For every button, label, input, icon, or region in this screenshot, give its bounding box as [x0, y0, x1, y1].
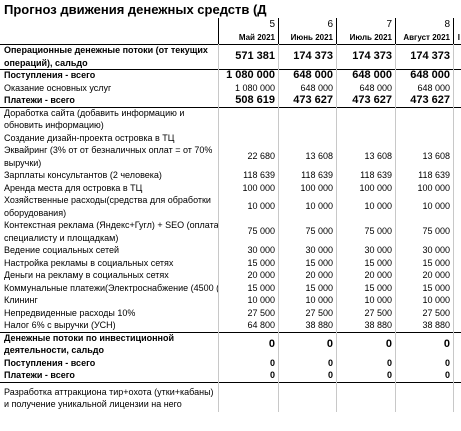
row-label-line: Контекстная реклама (Яндекс+Гугл) + SEO (оплата	[4, 220, 219, 230]
row-value: 20 000	[247, 270, 275, 280]
table-row	[0, 94, 461, 107]
row-label-line: Настройка рекламы в социальных сетях	[4, 257, 174, 268]
row-value: 75 000	[422, 226, 450, 237]
row-label	[4, 294, 38, 307]
row-value: 15 000	[422, 257, 450, 268]
row-value: 30 000	[364, 245, 392, 255]
row-label	[4, 169, 162, 182]
row-label-line: Клининг	[4, 295, 38, 305]
table-row	[0, 382, 461, 412]
table-row	[0, 332, 461, 357]
period-month: Август 2021	[403, 33, 450, 42]
header-column-divider	[218, 18, 219, 44]
row-value: 174 373	[352, 50, 392, 63]
row-value: 10 000	[422, 201, 450, 212]
table-row	[0, 257, 461, 270]
column-gridline	[278, 44, 279, 412]
period-header	[0, 18, 461, 44]
report-title: Прогноз движения денежных средств (Д	[4, 2, 267, 17]
column-gridline	[218, 44, 219, 412]
table-row	[0, 182, 461, 195]
row-value: 648 000	[300, 82, 333, 93]
column-gridline	[453, 44, 454, 412]
table-row	[0, 144, 461, 169]
row-label-line: Операционные денежные потоки (от текущих	[4, 45, 208, 55]
table-row	[0, 244, 461, 257]
row-label	[4, 386, 214, 411]
row-label-line: Поступления - всего	[4, 70, 96, 80]
row-value: 13 608	[305, 151, 333, 162]
table-row	[0, 319, 461, 332]
row-value: 0	[386, 357, 392, 368]
column-gridline	[336, 44, 337, 412]
row-value: 648 000	[359, 82, 392, 93]
table-row	[0, 194, 461, 219]
row-label-line: Разработка аттракциона тир+охота (утки+кабаны)	[4, 386, 214, 397]
row-value: 118 639	[418, 170, 450, 180]
row-value: 27 500	[364, 307, 392, 318]
header-column-divider	[395, 18, 396, 44]
row-label-line: Коммунальные платежи(Электроснабжение (4500 (	[4, 282, 220, 293]
row-value: 0	[444, 370, 450, 380]
row-label	[4, 132, 174, 145]
row-label-line: Денежные потоки по инвестиционной	[4, 332, 175, 343]
row-value: 10 000	[305, 295, 333, 305]
row-label-line: Зарплаты консультантов (2 человека)	[4, 170, 162, 180]
period-column-header	[334, 18, 392, 44]
row-value: 10 000	[247, 201, 275, 212]
row-value: 100 000	[359, 182, 392, 193]
table-row	[0, 219, 461, 244]
row-value: 473 627	[352, 94, 392, 106]
row-label	[4, 82, 111, 95]
row-label-line: специалисту и площадкам)	[4, 232, 119, 243]
row-value: 27 500	[305, 307, 333, 318]
row-label-line: оборудования)	[4, 207, 67, 218]
row-value: 473 627	[410, 94, 450, 106]
row-value: 0	[269, 370, 275, 380]
row-value: 20 000	[422, 270, 450, 280]
row-value: 64 800	[247, 320, 275, 330]
column-gridline	[395, 44, 396, 412]
row-label	[4, 332, 174, 357]
table-row	[0, 357, 461, 370]
row-value: 0	[268, 337, 275, 350]
row-value: 10 000	[422, 295, 450, 305]
row-value: 118 639	[360, 170, 392, 180]
row-label-line: Эквайринг (3% от от безналичных оплат = от 70%	[4, 145, 213, 155]
period-month: Июнь 2021	[290, 33, 333, 42]
table-row	[0, 44, 461, 69]
row-label-line: и получение уникальной лицензии на него	[4, 399, 182, 409]
row-value: 38 880	[364, 320, 392, 330]
row-value: 0	[385, 337, 392, 350]
row-value: 648 000	[293, 69, 333, 81]
row-label	[4, 144, 212, 169]
row-value: 0	[444, 357, 450, 368]
period-month: Май 2021	[238, 33, 275, 42]
row-label	[4, 307, 135, 320]
row-label-line: Непредвиденные расходы 10%	[4, 307, 136, 318]
row-label	[4, 269, 169, 282]
row-value: 13 608	[422, 151, 450, 162]
row-value: 0	[269, 357, 275, 368]
period-column-header	[217, 18, 275, 44]
row-label-line: Создание дизайн-проекта островка в ТЦ	[4, 132, 175, 143]
header-column-divider	[453, 18, 454, 44]
row-label-line: Платежи - всего	[4, 95, 75, 105]
row-label	[4, 319, 116, 332]
row-value: 10 000	[305, 201, 333, 212]
row-value: 75 000	[247, 226, 275, 237]
row-value: 30 000	[247, 245, 275, 255]
row-value: 100 000	[242, 182, 275, 193]
row-value: 0	[327, 357, 333, 368]
row-value: 473 627	[293, 94, 333, 106]
row-value: 15 000	[364, 282, 392, 293]
table-row	[0, 82, 461, 95]
row-value: 10 000	[247, 295, 275, 305]
row-label	[4, 244, 119, 257]
row-label	[4, 194, 211, 219]
row-value: 15 000	[247, 257, 275, 268]
row-value: 30 000	[422, 245, 450, 255]
row-label	[4, 69, 95, 82]
row-label-line: Ведение социальных сетей	[4, 245, 120, 255]
row-value: 174 373	[293, 50, 333, 63]
row-value: 10 000	[364, 201, 392, 212]
row-label	[4, 94, 75, 107]
row-label	[4, 257, 173, 270]
period-number: 5	[269, 19, 275, 30]
row-value: 27 500	[247, 307, 275, 318]
row-label-line: Поступления - всего	[4, 357, 96, 368]
row-value: 27 500	[422, 307, 450, 318]
table-row	[0, 307, 461, 320]
row-value: 118 639	[301, 170, 333, 180]
table-row	[0, 282, 461, 295]
row-value: 648 000	[352, 69, 392, 81]
row-value: 571 381	[235, 50, 275, 63]
row-label-line: деятельности, сальдо	[4, 345, 104, 355]
table-row	[0, 294, 461, 307]
row-value: 22 680	[247, 151, 275, 162]
row-value: 13 608	[364, 151, 392, 162]
row-label-line: обновить информацию)	[4, 120, 104, 130]
row-value: 1 080 000	[226, 69, 275, 81]
trailing-column-header: I	[457, 33, 460, 42]
row-value: 100 000	[300, 182, 333, 193]
row-value: 20 000	[364, 270, 392, 280]
row-value: 20 000	[305, 270, 333, 280]
table-row	[0, 169, 461, 182]
row-label-line: Платежи - всего	[4, 370, 75, 380]
row-label-line: Деньги на рекламу в социальных сетях	[4, 270, 169, 280]
row-label-line: Аренда места для островка в ТЦ	[4, 182, 143, 193]
row-value: 648 000	[417, 82, 450, 93]
row-label	[4, 219, 219, 244]
row-value: 0	[326, 337, 333, 350]
row-label	[4, 369, 75, 382]
table-row	[0, 269, 461, 282]
row-label-line: Доработка сайта (добавить информацию и	[4, 107, 185, 118]
period-column-header	[392, 18, 450, 44]
period-number: 8	[444, 19, 450, 30]
row-label-line: Хозяйственные расходы(средства для обработки	[4, 195, 211, 205]
row-label	[4, 44, 208, 69]
row-value: 648 000	[410, 69, 450, 81]
row-label	[4, 182, 142, 195]
row-label-line: Налог 6% с выручки (УСН)	[4, 320, 116, 330]
row-value: 38 880	[305, 320, 333, 330]
table-row	[0, 107, 461, 132]
period-column-header	[275, 18, 333, 44]
row-value: 508 619	[235, 94, 275, 106]
row-value: 38 880	[422, 320, 450, 330]
table-row	[0, 369, 461, 382]
row-value: 0	[386, 370, 392, 380]
row-label-line: выручки)	[4, 157, 42, 168]
header-column-divider	[336, 18, 337, 44]
row-value: 1 080 000	[234, 82, 275, 93]
row-label-line: операций), сальдо	[4, 57, 88, 68]
row-value: 100 000	[417, 182, 450, 193]
row-value: 30 000	[305, 245, 333, 255]
table-row	[0, 69, 461, 82]
row-label	[4, 282, 219, 295]
period-number: 7	[386, 19, 392, 30]
row-value: 0	[327, 370, 333, 380]
row-value: 15 000	[364, 257, 392, 268]
row-value: 75 000	[305, 226, 333, 237]
row-value: 10 000	[364, 295, 392, 305]
header-column-divider	[278, 18, 279, 44]
row-value: 15 000	[422, 282, 450, 293]
row-label	[4, 357, 95, 370]
period-number: 6	[327, 19, 333, 30]
row-value: 15 000	[305, 257, 333, 268]
row-value: 15 000	[305, 282, 333, 293]
row-value: 174 373	[410, 50, 450, 63]
period-month: Июль 2021	[349, 33, 392, 42]
row-value: 0	[443, 337, 450, 350]
row-value: 15 000	[247, 282, 275, 293]
row-label	[4, 107, 184, 132]
table-row	[0, 132, 461, 145]
row-value: 75 000	[364, 226, 392, 237]
row-value: 118 639	[243, 170, 275, 180]
row-label-line: Оказание основных услуг	[4, 82, 112, 93]
